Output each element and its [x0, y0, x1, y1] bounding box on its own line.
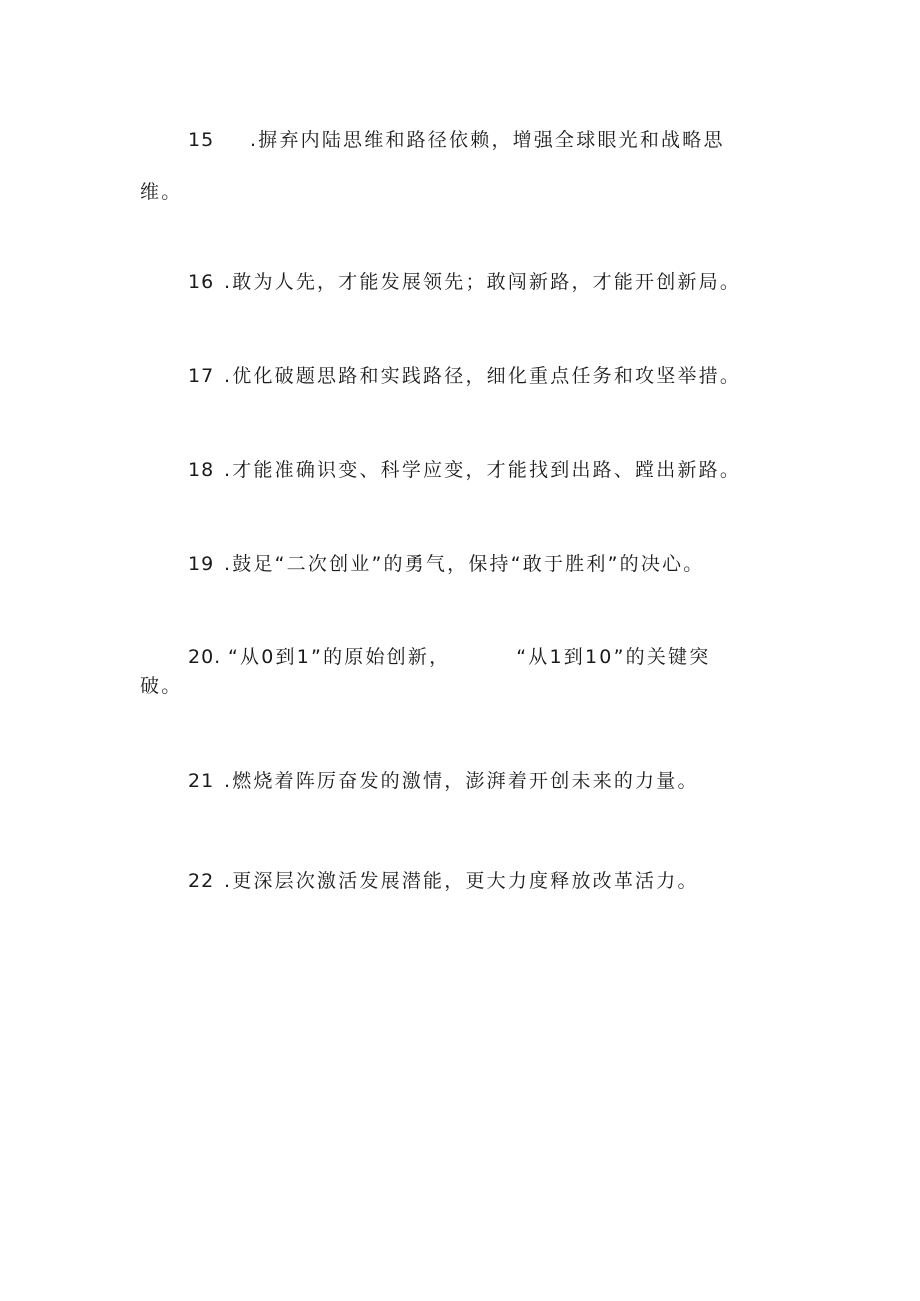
item-number: 17: [188, 365, 215, 387]
list-item-15-continuation: [140, 180, 182, 204]
item-text: .燃烧着阵厉奋发的激情，澎湃着开创未来的力量。: [224, 770, 699, 792]
item-text: .敢为人先，才能发展领先；敢闯新路，才能开创新局。: [224, 271, 742, 293]
item-number: 18: [188, 459, 215, 481]
item-number: 20.: [188, 646, 222, 668]
item-number: 15: [188, 129, 215, 151]
item-text-continuation: 破。: [140, 675, 183, 697]
item-number: 22: [188, 870, 215, 892]
item-number: 19: [188, 553, 215, 575]
item-text-part-b: “从1到10”的关键突: [516, 646, 711, 668]
list-item-21: [188, 769, 699, 793]
item-text: .才能准确识变、科学应变，才能找到出路、蹚出新路。: [224, 459, 742, 481]
item-text: .摒弃内陆思维和路径依赖，增强全球眼光和战略思: [250, 129, 725, 151]
item-number: 21: [188, 770, 215, 792]
list-item-20-continuation: [140, 674, 182, 698]
list-item-17: [188, 364, 741, 388]
item-text-continuation: 维。: [140, 181, 183, 203]
list-item-16: [188, 270, 741, 294]
item-text: .鼓足“二次创业”的勇气，保持“敢于胜利”的决心。: [224, 553, 705, 575]
item-number: 16: [188, 271, 215, 293]
list-item-15: [188, 128, 725, 152]
list-item-19: [188, 552, 704, 576]
list-item-20: [188, 645, 710, 669]
list-item-22: [188, 869, 699, 893]
item-text: .优化破题思路和实践路径，细化重点任务和攻坚举措。: [224, 365, 742, 387]
item-text-part-a: “从0到1”的原始创新，: [228, 646, 451, 668]
list-item-18: [188, 458, 741, 482]
item-text: .更深层次激活发展潜能，更大力度释放改革活力。: [224, 870, 699, 892]
